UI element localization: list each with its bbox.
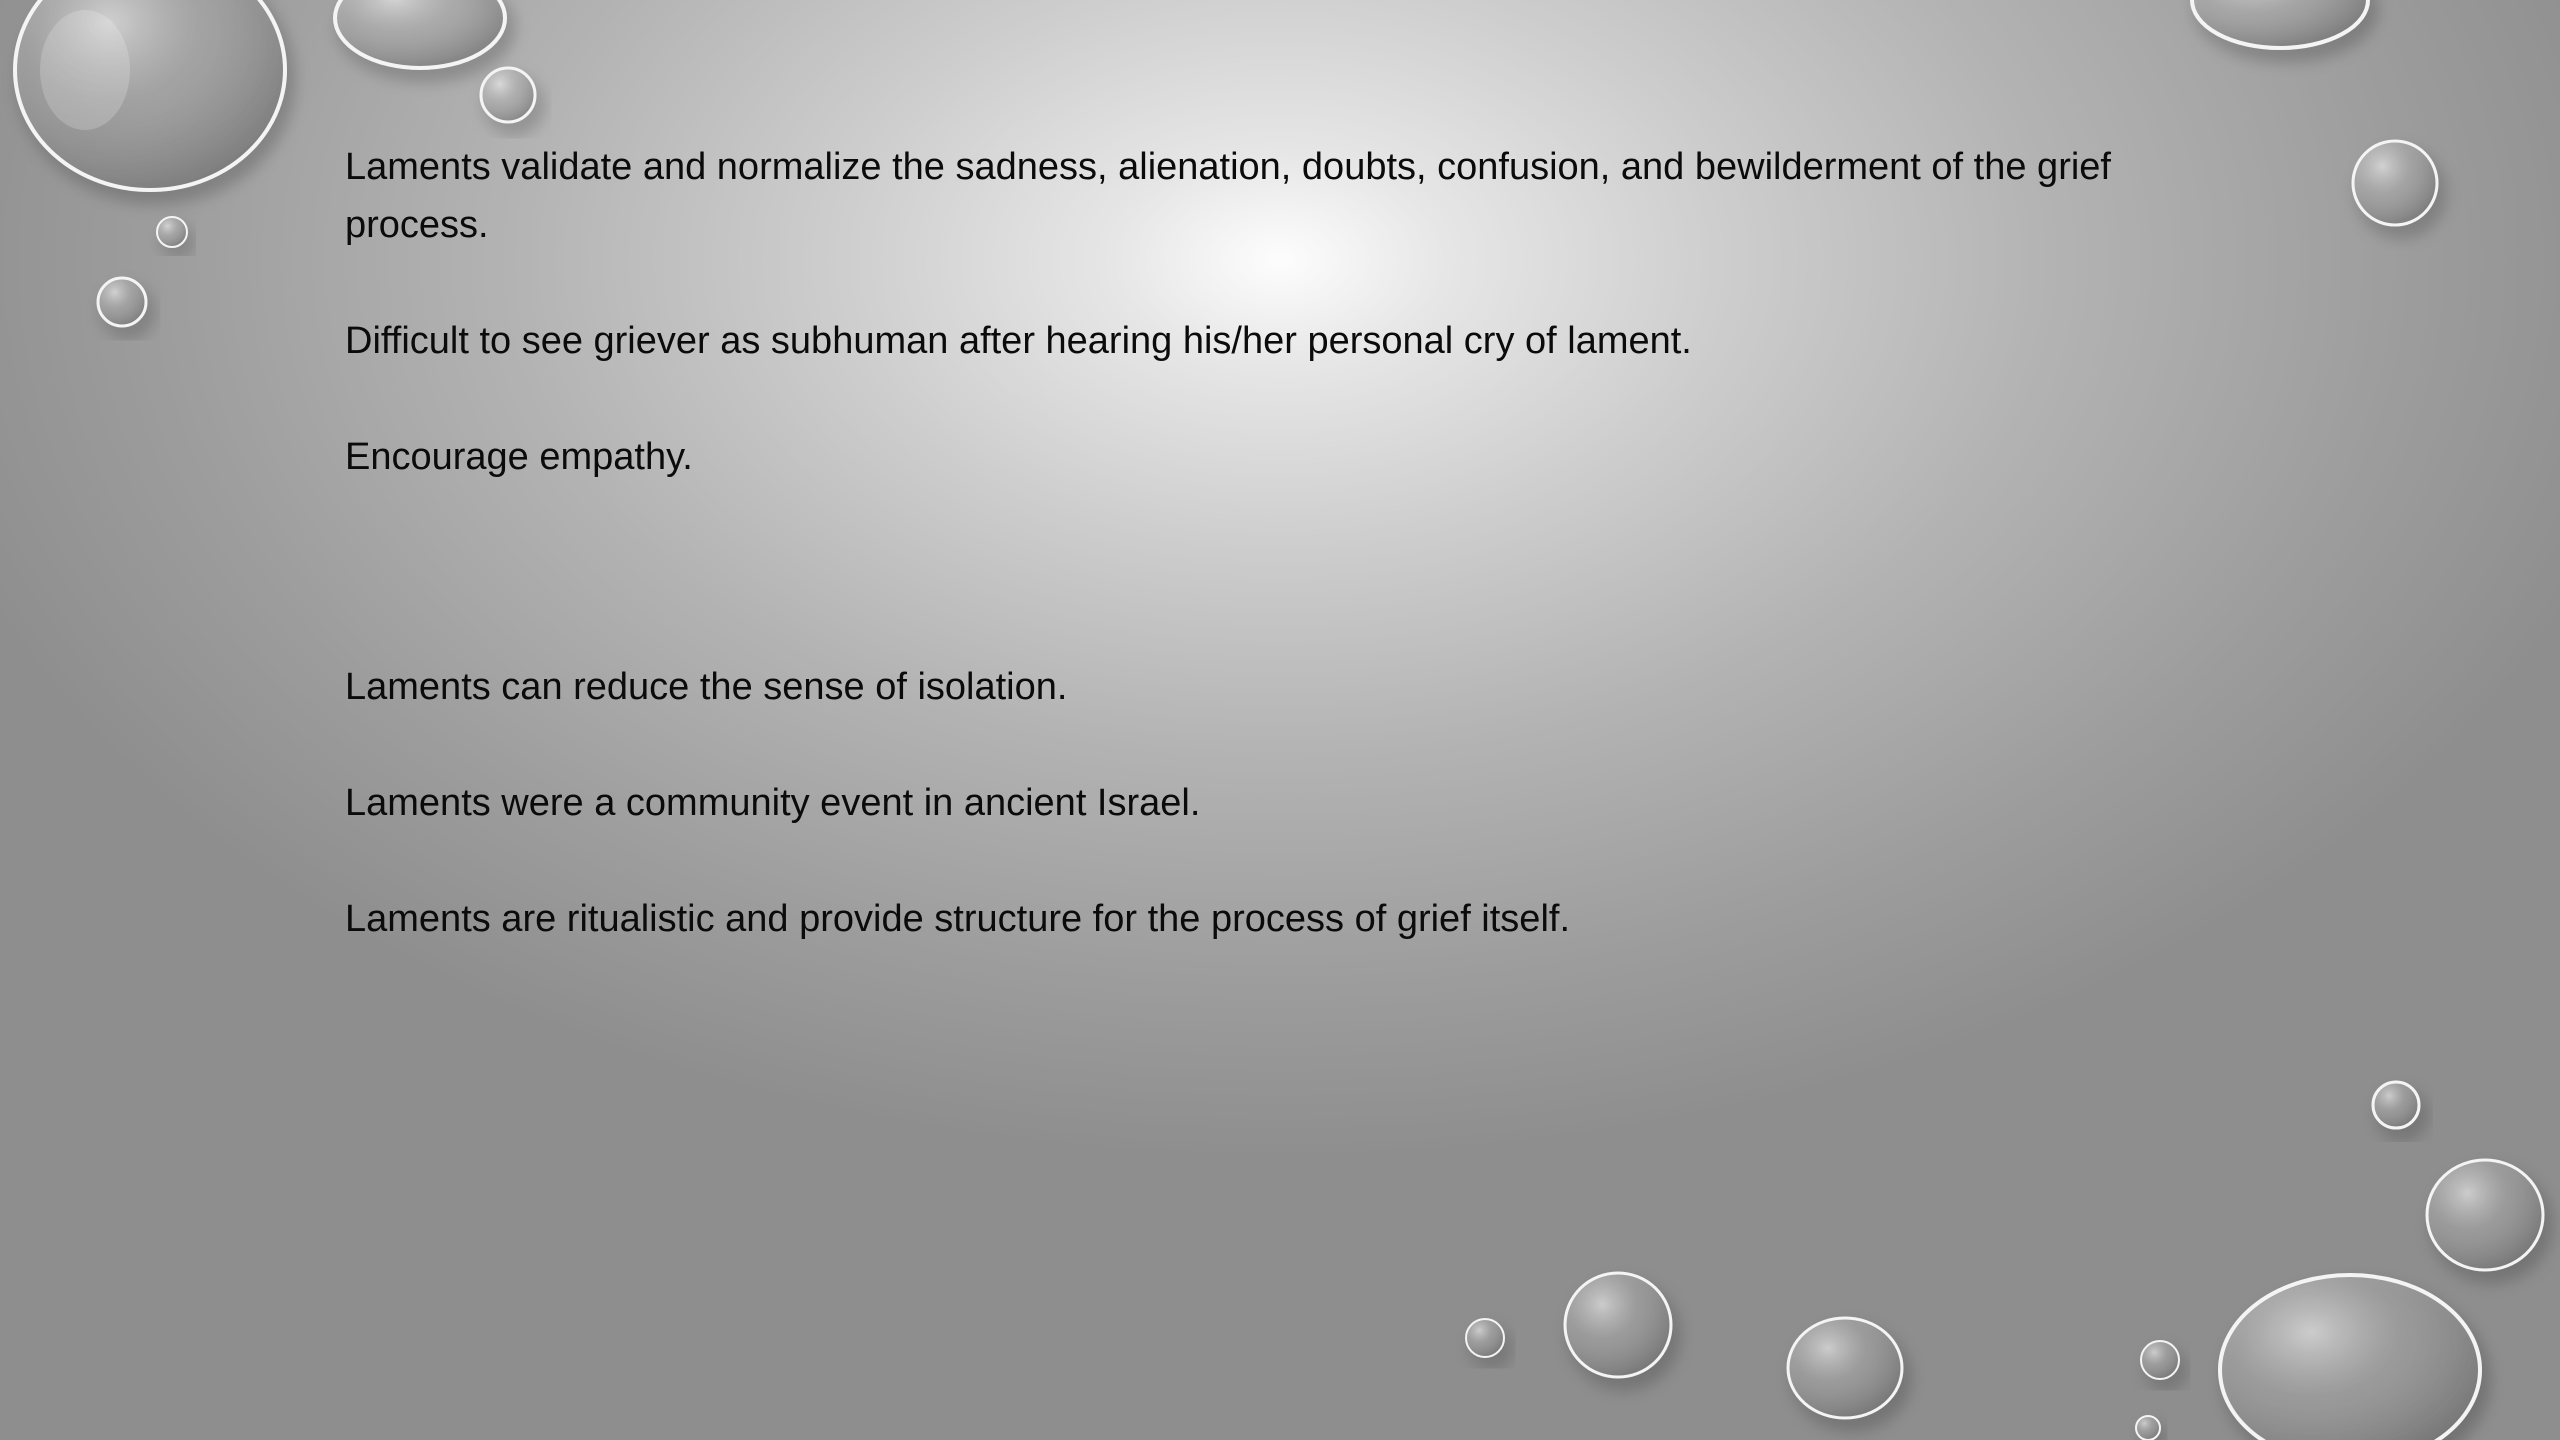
bullet-text: Difficult to see griever as subhuman after hearing his/her personal cry of lament.	[345, 320, 1692, 362]
droplet	[2141, 1341, 2179, 1379]
droplet	[481, 68, 535, 122]
spacer	[345, 716, 2265, 774]
bullet-text: Encourage empathy.	[345, 436, 693, 478]
droplet	[15, 0, 285, 190]
spacer	[345, 832, 2265, 890]
spacer	[345, 254, 2265, 312]
droplet	[2220, 1275, 2480, 1440]
droplet	[157, 217, 187, 247]
droplet	[1565, 1273, 1671, 1377]
droplet	[2192, 0, 2368, 48]
bullet-text: Laments can reduce the sense of isolation.	[345, 666, 1068, 708]
droplet	[335, 0, 505, 68]
bullet-text: Laments are ritualistic and provide structure for the process of grief itself.	[345, 898, 1570, 940]
droplet	[2136, 1416, 2160, 1440]
droplet	[1466, 1319, 1504, 1357]
droplet	[98, 278, 146, 326]
droplet	[2427, 1160, 2543, 1270]
droplet	[2373, 1082, 2419, 1128]
spacer	[345, 370, 2265, 428]
slide-body	[345, 138, 2265, 948]
droplet	[2353, 141, 2437, 225]
droplet	[1788, 1318, 1902, 1418]
bullet-text: Laments were a community event in ancient Israel.	[345, 782, 1201, 824]
bullet-text: Laments validate and normalize the sadness, alienation, doubts, confusion, and bewilderment of the grief process.	[345, 146, 2111, 246]
spacer	[345, 486, 2265, 658]
